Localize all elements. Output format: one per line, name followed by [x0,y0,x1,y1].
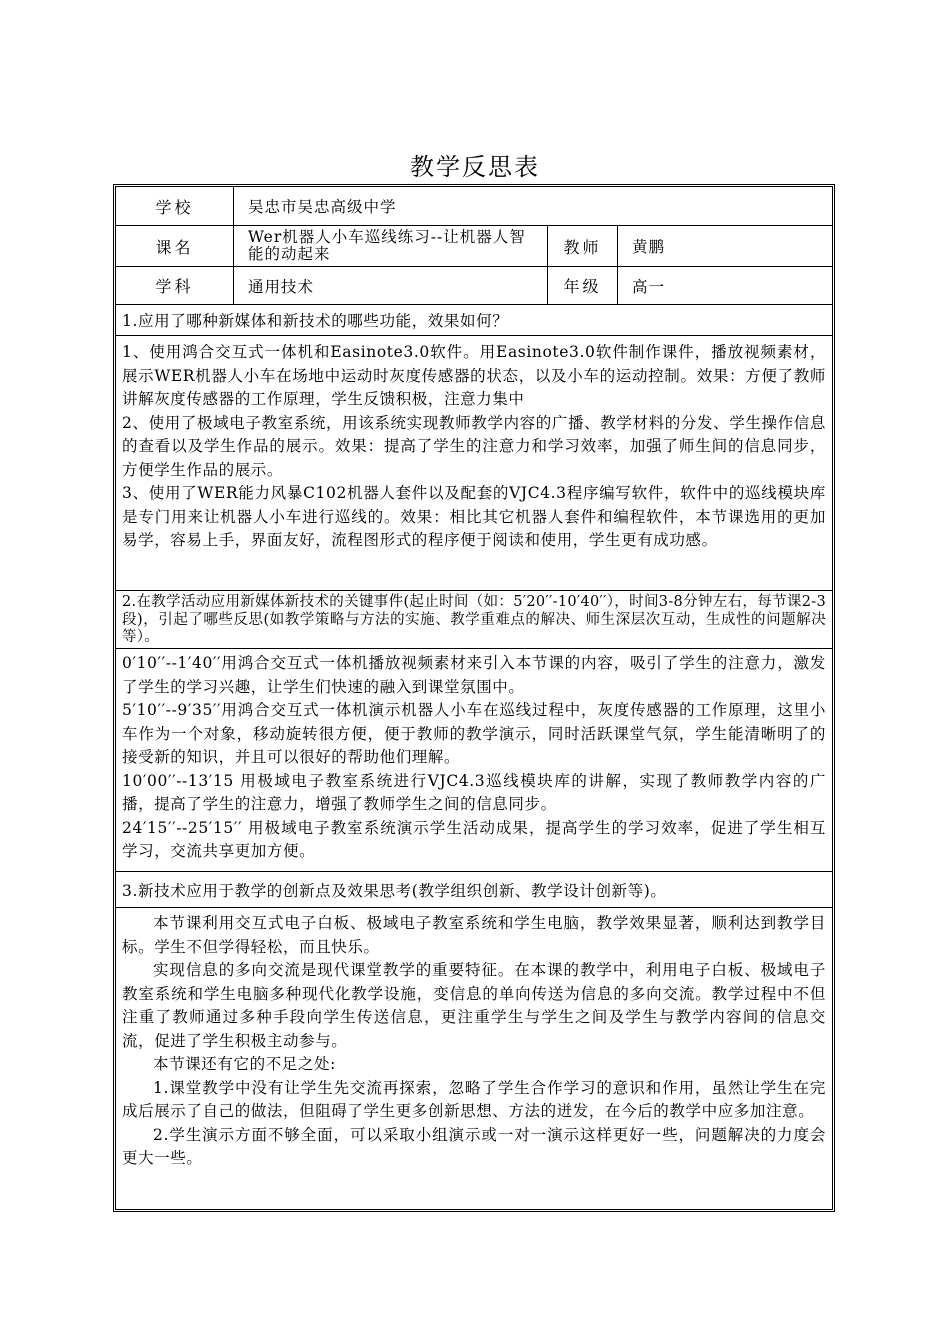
course-value: Wer机器人小车巡线练习--让机器人智能的动起来 [233,226,547,266]
teacher-value: 黄鹏 [617,226,832,266]
answer-2-paragraph: 0′10′′--1′40′′用鸿合交互式一体机播放视频素材来引入本节课的内容，吸引了学生的注意力，激发了学生的学习兴趣，让学生们快速的融入到课堂氛围中。 [122,654,826,696]
question-3 [116,871,832,907]
answer-2-paragraph: 5′10′′--9′35′′用鸿合交互式一体机演示机器人小车在巡线过程中，灰度传感器的工作原理，这里小车作为一个对象，移动旋转很方便，便于教师的教学演示，同时活跃课堂气氛，学生能清晰明了的接受新的知识，并且可以很好的帮助他们理解。 [122,701,826,766]
school-value: 吴忠市吴忠高级中学 [233,187,832,225]
question-2 [116,590,832,648]
subject-row [116,266,832,304]
answer-3 [116,907,832,1209]
answer-3-paragraph: 本节课还有它的不足之处: [153,1055,336,1073]
question-1 [116,304,832,335]
teacher-label: 教师 [547,226,617,266]
answer-3-paragraph: 本节课利用交互式电子白板、极域电子教室系统和学生电脑，教学效果显著，顺利达到教学目标。学生不但学得轻松，而且快乐。 [122,914,826,956]
school-label: 学校 [155,197,194,217]
question-2-text: 2.在教学活动应用新媒体新技术的关键事件(起止时间（如：5′20′′-10′40′′），时间3-8分钟左右，每节课2-3段)，引起了哪些反思(如教学策略与方法的实施、教学重难点的解决、师生深层次互动，生成性的问题解决等）。 [122,594,826,645]
course-row [116,225,832,266]
subject-label: 学科 [155,277,194,296]
answer-1-paragraph: 2、使用了极域电子教室系统，用该系统实现教师教学内容的广播、教学材料的分发、学生操作信息的查看以及学生作品的展示。效果：提高了学生的注意力和学习效率，加强了师生间的信息同步，方便学生作品的展示。 [122,413,826,479]
course-label: 课名 [155,237,194,257]
answer-1-paragraph: 3、使用了WER能力风暴C102机器人套件以及配套的VJC4.3程序编写软件，软件中的巡线模块库是专门用来让机器人小车进行巡线的。效果：相比其它机器人套件和编程软件，本节课选用的更加易学，容易上手，界面友好，流程图形式的程序便于阅读和使用，学生更有成功感。 [122,484,826,549]
answer-3-paragraph: 1.课堂教学中没有让学生先交流再探索，忽略了学生合作学习的意识和作用，虽然让学生在完成后展示了自己的做法，但阻碍了学生更多创新思想、方法的迸发，在今后的教学中应多加注意。 [122,1078,826,1120]
answer-1 [116,335,832,590]
answer-1-paragraph: 1、使用鸿合交互式一体机和Easinote3.0软件。用Easinote3.0软件制作课件，播放视频素材，展示WER机器人小车在场地中运动时灰度传感器的状态，以及小车的运动控制。效果：方便了教师讲解灰度传感器的工作原理，学生反馈积极，注意力集中 [122,343,826,408]
question-3-text: 3.新技术应用于教学的创新点及效果思考(教学组织创新、教学设计创新等)。 [122,881,667,900]
answer-2-paragraph: 24′15′′--25′15′′ 用极域电子教室系统演示学生活动成果，提高学生的学习效率，促进了学生相互学习，交流共享更加方便。 [122,818,826,860]
page-title: 教学反思表 [410,153,540,181]
answer-2 [116,648,832,871]
grade-label: 年级 [547,267,617,304]
answer-3-paragraph: 2.学生演示方面不够全面，可以采取小组演示或一对一演示这样更好一些，问题解决的力度会更大一些。 [122,1125,826,1167]
question-1-text: 1.应用了哪种新媒体和新技术的哪些功能，效果如何？ [122,312,509,330]
subject-value: 通用技术 [233,267,547,304]
grade-value: 高一 [617,267,832,304]
answer-3-paragraph: 实现信息的多向交流是现代课堂教学的重要特征。在本课的教学中，利用电子白板、极域电子教室系统和学生电脑多种现代化教学设施，变信息的单向传送为信息的多向交流。教学过程中不但注重了教师通过多种手段向学生传送信息，更注重学生与学生之间及学生与教学内容间的信息交流，促进了学生积极主动参与。 [122,961,826,1050]
reflection-table [113,184,835,1212]
school-row [116,187,832,225]
answer-2-paragraph: 10′00′′--13′15 用极域电子教室系统进行VJC4.3巡线模块库的讲解，实现了教师教学内容的广播，提高了学生的注意力，增强了教师学生之间的信息同步。 [122,771,826,813]
